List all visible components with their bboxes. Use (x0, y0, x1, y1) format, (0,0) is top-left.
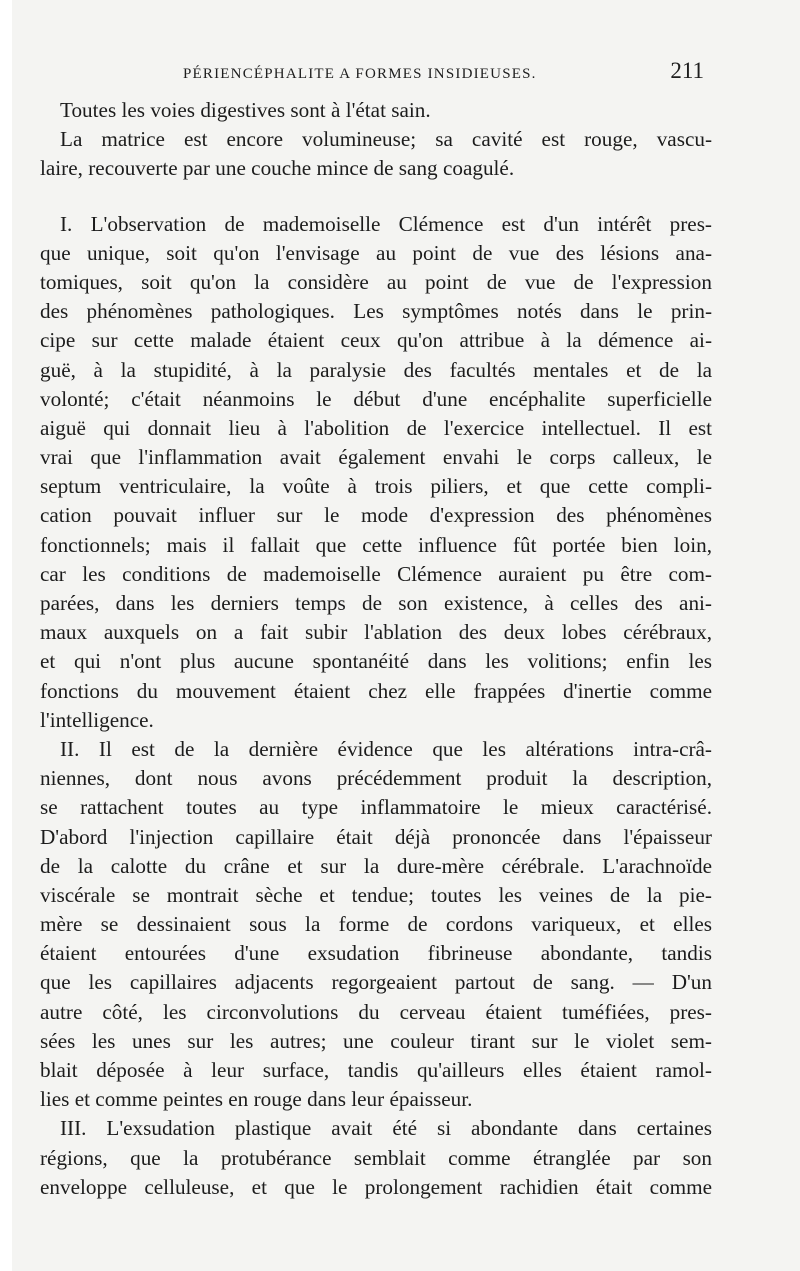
text-line: régions, que la protubérance semblait comme étranglée par son (40, 1145, 712, 1170)
text-line: Toutes les voies digestives sont à l'état sain. (60, 98, 431, 122)
paragraph-gap (40, 184, 712, 210)
text-line: I. L'observation de mademoiselle Clémence est d'un intérêt pres- (60, 211, 712, 236)
text-line: La matrice est encore volumineuse; sa cavité est rouge, vascu- (60, 127, 712, 152)
text-line: des phénomènes pathologiques. Les symptômes notés dans le prin- (40, 299, 712, 324)
text-line: de la calotte du crâne et sur la dure-mère cérébrale. L'arachnoïde (40, 853, 712, 878)
scan-margin (0, 0, 12, 1271)
text-line: cipe sur cette malade étaient ceux qu'on attribue à la démence ai- (40, 328, 712, 353)
text-line: tomiques, soit qu'on la considère au point de vue de l'expression (40, 269, 712, 294)
text-line: vrai que l'inflammation avait également envahi le corps calleux, le (40, 445, 712, 470)
text-line: que les capillaires adjacents regorgeaient partout de sang. — D'un (40, 970, 712, 995)
text-line: volonté; c'était néanmoins le début d'une encéphalite superficielle (40, 386, 712, 411)
text-line: blait déposée à leur surface, tandis qu'ailleurs elles étaient ramol- (40, 1058, 712, 1082)
text-line: III. L'exsudation plastique avait été si abondante dans certaines (60, 1116, 712, 1141)
text-line: niennes, dont nous avons précédemment produit la description, (40, 766, 712, 791)
text-line: cation pouvait influer sur le mode d'expression des phénomènes (40, 503, 712, 528)
text-line: lies et comme peintes en rouge dans leur épaisseur. (40, 1087, 473, 1112)
text-line: D'abord l'injection capillaire était déjà prononcée dans l'épaisseur (40, 824, 712, 849)
text-line: guë, à la stupidité, à la paralysie des facultés mentales et de la (40, 357, 712, 382)
text-line: se rattachent toutes au type inflammatoire le mieux caractérisé. (40, 795, 712, 820)
text-line: septum ventriculaire, la voûte à trois piliers, et que cette compli- (40, 474, 712, 499)
text-line: sées les unes sur les autres; une couleur tirant sur le violet sem- (40, 1028, 712, 1053)
text-line: laire, recouverte par une couche mince de sang coagulé. (40, 156, 515, 181)
text-line: viscérale se montrait sèche et tendue; toutes les veines de la pie- (40, 882, 712, 907)
text-line: mère se dessinaient sous la forme de cordons variqueux, et elles (40, 912, 712, 937)
running-head: PÉRIENCÉPHALITE A FORMES INSIDIEUSES. (183, 66, 537, 82)
text-line: aiguë qui donnait lieu à l'abolition de l'exercice intellectuel. Il est (40, 415, 712, 440)
page-header (0, 58, 800, 88)
text-line: II. Il est de la dernière évidence que les altérations intra-crâ- (60, 736, 712, 761)
text-line: l'intelligence. (40, 707, 154, 732)
text-line: étaient entourées d'une exsudation fibrineuse abondante, tandis (40, 941, 712, 966)
text-line: car les conditions de mademoiselle Clémence auraient pu être com- (40, 561, 712, 586)
text-line: fonctions du mouvement étaient chez elle frappées d'inertie comme (40, 678, 712, 703)
text-line: autre côté, les circonvolutions du cerveau étaient tuméfiées, pres- (40, 999, 712, 1024)
page-number: 211 (670, 58, 704, 83)
text-line: que unique, soit qu'on l'envisage au point de vue des lésions ana- (40, 240, 712, 265)
text-line: enveloppe celluleuse, et que le prolongement rachidien était comme (40, 1174, 712, 1199)
body-text (40, 96, 712, 1202)
text-line: parées, dans les derniers temps de son existence, à celles des ani- (40, 591, 712, 615)
text-line: fonctionnels; mais il fallait que cette influence fût portée bien loin, (40, 532, 712, 557)
text-line: maux auxquels on a fait subir l'ablation des deux lobes cérébraux, (40, 620, 712, 645)
text-line: et qui n'ont plus aucune spontanéité dans les volitions; enfin les (40, 649, 712, 674)
